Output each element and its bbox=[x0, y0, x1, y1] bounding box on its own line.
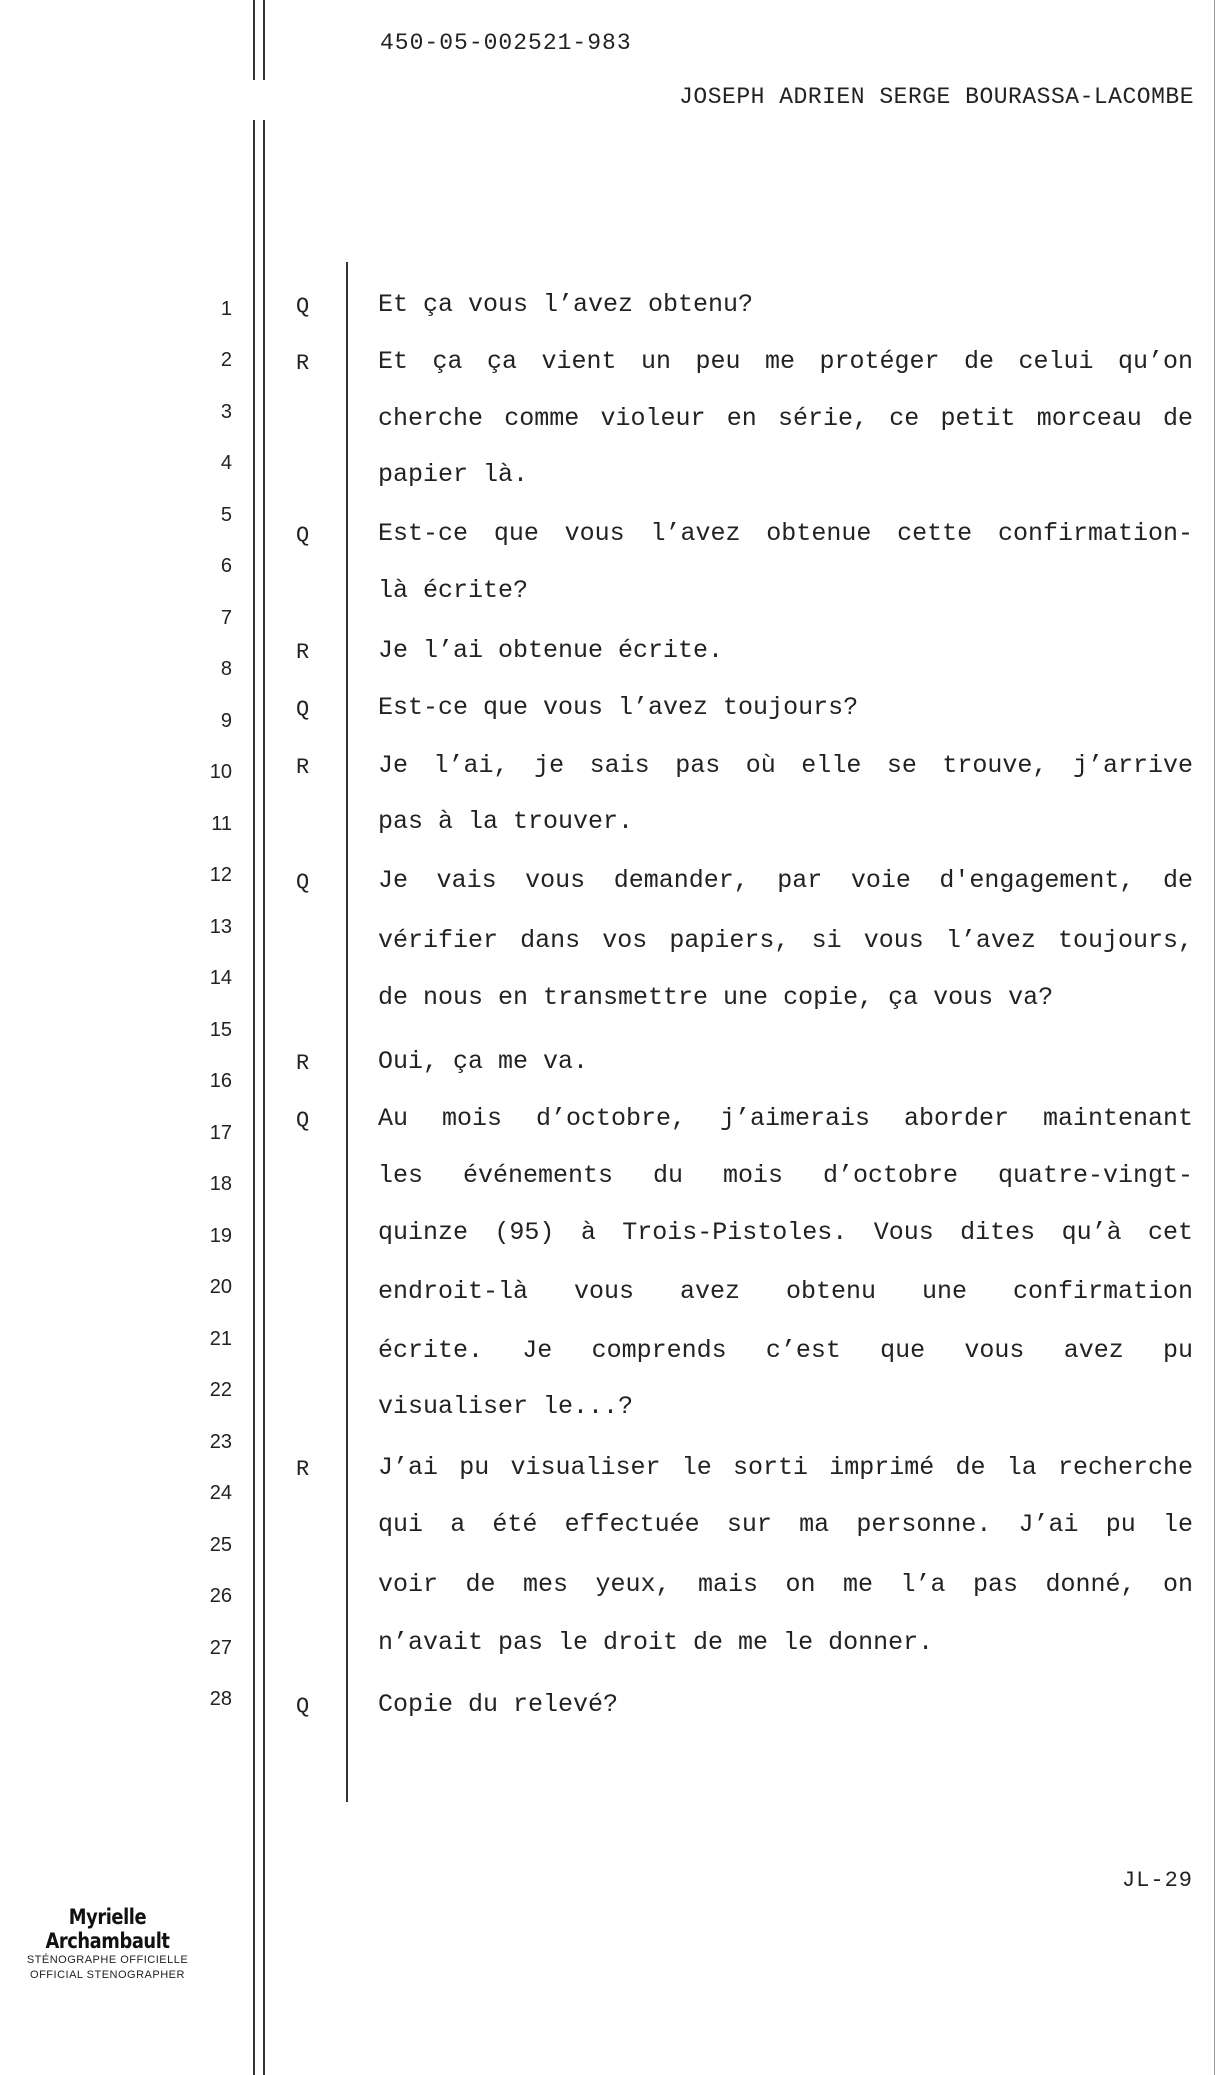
transcript-line: Et ça ça vient un peu me protéger de celui qu’on bbox=[378, 347, 1193, 376]
line-number: 19 bbox=[209, 1225, 232, 1247]
transcript-line: Au mois d’octobre, j’aimerais aborder maintenant bbox=[378, 1104, 1193, 1133]
speaker-marker: Q bbox=[296, 1694, 310, 1719]
transcript-line: papier là. bbox=[378, 460, 529, 489]
transcript-line: J’ai pu visualiser le sorti imprimé de la recherche bbox=[378, 1453, 1193, 1482]
margin-rule-left bbox=[253, 120, 255, 2075]
transcript-line: Je vais vous demander, par voie d'engagement, de bbox=[378, 866, 1193, 895]
line-number: 6 bbox=[220, 555, 232, 577]
line-number: 18 bbox=[209, 1173, 232, 1195]
line-number: 8 bbox=[220, 658, 232, 680]
speaker-marker: R bbox=[296, 755, 310, 780]
line-number: 12 bbox=[209, 864, 232, 886]
page-label: JL-29 bbox=[1121, 1868, 1193, 1893]
stenographer-title-en: OFFICIAL STENOGRAPHER bbox=[30, 1969, 185, 1981]
margin-rule-right bbox=[263, 120, 265, 2075]
line-number: 10 bbox=[209, 761, 232, 783]
transcript-line: qui a été effectuée sur ma personne. J’ai pu le bbox=[378, 1510, 1193, 1539]
transcript-line: Je l’ai obtenue écrite. bbox=[378, 636, 724, 665]
transcript-line: Oui, ça me va. bbox=[378, 1047, 589, 1076]
transcript-line: Et ça vous l’avez obtenu? bbox=[378, 290, 754, 319]
line-number: 26 bbox=[209, 1585, 232, 1607]
speaker-marker: Q bbox=[296, 523, 310, 548]
transcript-line: pas à la trouver. bbox=[378, 807, 634, 836]
speaker-marker: R bbox=[296, 1051, 310, 1076]
transcript-line: visualiser le...? bbox=[378, 1392, 634, 1421]
line-number: 20 bbox=[209, 1276, 232, 1298]
speaker-column-rule bbox=[346, 262, 348, 1802]
line-number: 21 bbox=[209, 1328, 232, 1350]
speaker-marker: R bbox=[296, 351, 310, 376]
transcript-line: quinze (95) à Trois-Pistoles. Vous dites qu’à cet bbox=[378, 1218, 1193, 1247]
speaker-marker: Q bbox=[296, 294, 310, 319]
transcript-line: endroit-là vous avez obtenu une confirmation bbox=[378, 1277, 1193, 1306]
speaker-marker: Q bbox=[296, 1108, 310, 1133]
line-number: 5 bbox=[220, 504, 232, 526]
transcript-line: Est-ce que vous l’avez toujours? bbox=[378, 693, 859, 722]
transcript-line: voir de mes yeux, mais on me l’a pas donné, on bbox=[378, 1570, 1193, 1599]
line-number: 15 bbox=[209, 1019, 232, 1041]
stenographer-stamp bbox=[0, 1905, 215, 1983]
line-number: 1 bbox=[220, 298, 232, 320]
transcript-line: n’avait pas le droit de me le donner. bbox=[378, 1628, 934, 1657]
line-number: 13 bbox=[209, 916, 232, 938]
line-number: 23 bbox=[209, 1431, 232, 1453]
line-number: 11 bbox=[211, 813, 232, 835]
margin-rule-left-top bbox=[253, 0, 255, 80]
line-number: 25 bbox=[209, 1534, 232, 1556]
transcript-line: écrite. Je comprends c’est que vous avez pu bbox=[378, 1336, 1193, 1365]
line-number: 27 bbox=[209, 1637, 232, 1659]
transcript-line: les événements du mois d’octobre quatre-vingt- bbox=[378, 1161, 1193, 1190]
speaker-marker: Q bbox=[296, 697, 310, 722]
page-edge-rule bbox=[1214, 0, 1215, 2075]
margin-rule-right-top bbox=[263, 0, 265, 80]
line-number: 2 bbox=[220, 349, 232, 371]
transcript-line: vérifier dans vos papiers, si vous l’avez toujours, bbox=[378, 926, 1193, 955]
line-number: 14 bbox=[209, 967, 232, 989]
speaker-marker: R bbox=[296, 640, 310, 665]
line-number: 22 bbox=[209, 1379, 232, 1401]
witness-name: JOSEPH ADRIEN SERGE BOURASSA-LACOMBE bbox=[679, 84, 1194, 110]
stenographer-title-fr: STÉNOGRAPHE OFFICIELLE bbox=[26, 1954, 189, 1966]
case-number: 450-05-002521-983 bbox=[380, 30, 632, 56]
line-number: 7 bbox=[220, 607, 232, 629]
line-number: 17 bbox=[209, 1122, 232, 1144]
transcript-line: Je l’ai, je sais pas où elle se trouve, j’arrive bbox=[378, 751, 1193, 780]
speaker-marker: R bbox=[296, 1457, 310, 1482]
line-number: 4 bbox=[220, 452, 232, 474]
transcript-line: là écrite? bbox=[378, 576, 529, 605]
line-number: 24 bbox=[209, 1482, 232, 1504]
line-number: 28 bbox=[209, 1688, 232, 1710]
transcript-line: Copie du relevé? bbox=[378, 1690, 619, 1719]
speaker-marker: Q bbox=[296, 870, 310, 895]
line-number: 16 bbox=[209, 1070, 232, 1092]
line-number: 9 bbox=[220, 710, 232, 732]
transcript-line: Est-ce que vous l’avez obtenue cette confirmation- bbox=[378, 519, 1193, 548]
line-number: 3 bbox=[220, 401, 232, 423]
stenographer-name: Myrielle Archambault bbox=[45, 1905, 170, 1953]
transcript-line: cherche comme violeur en série, ce petit morceau de bbox=[378, 404, 1193, 433]
transcript-line: de nous en transmettre une copie, ça vous va? bbox=[378, 983, 1054, 1012]
